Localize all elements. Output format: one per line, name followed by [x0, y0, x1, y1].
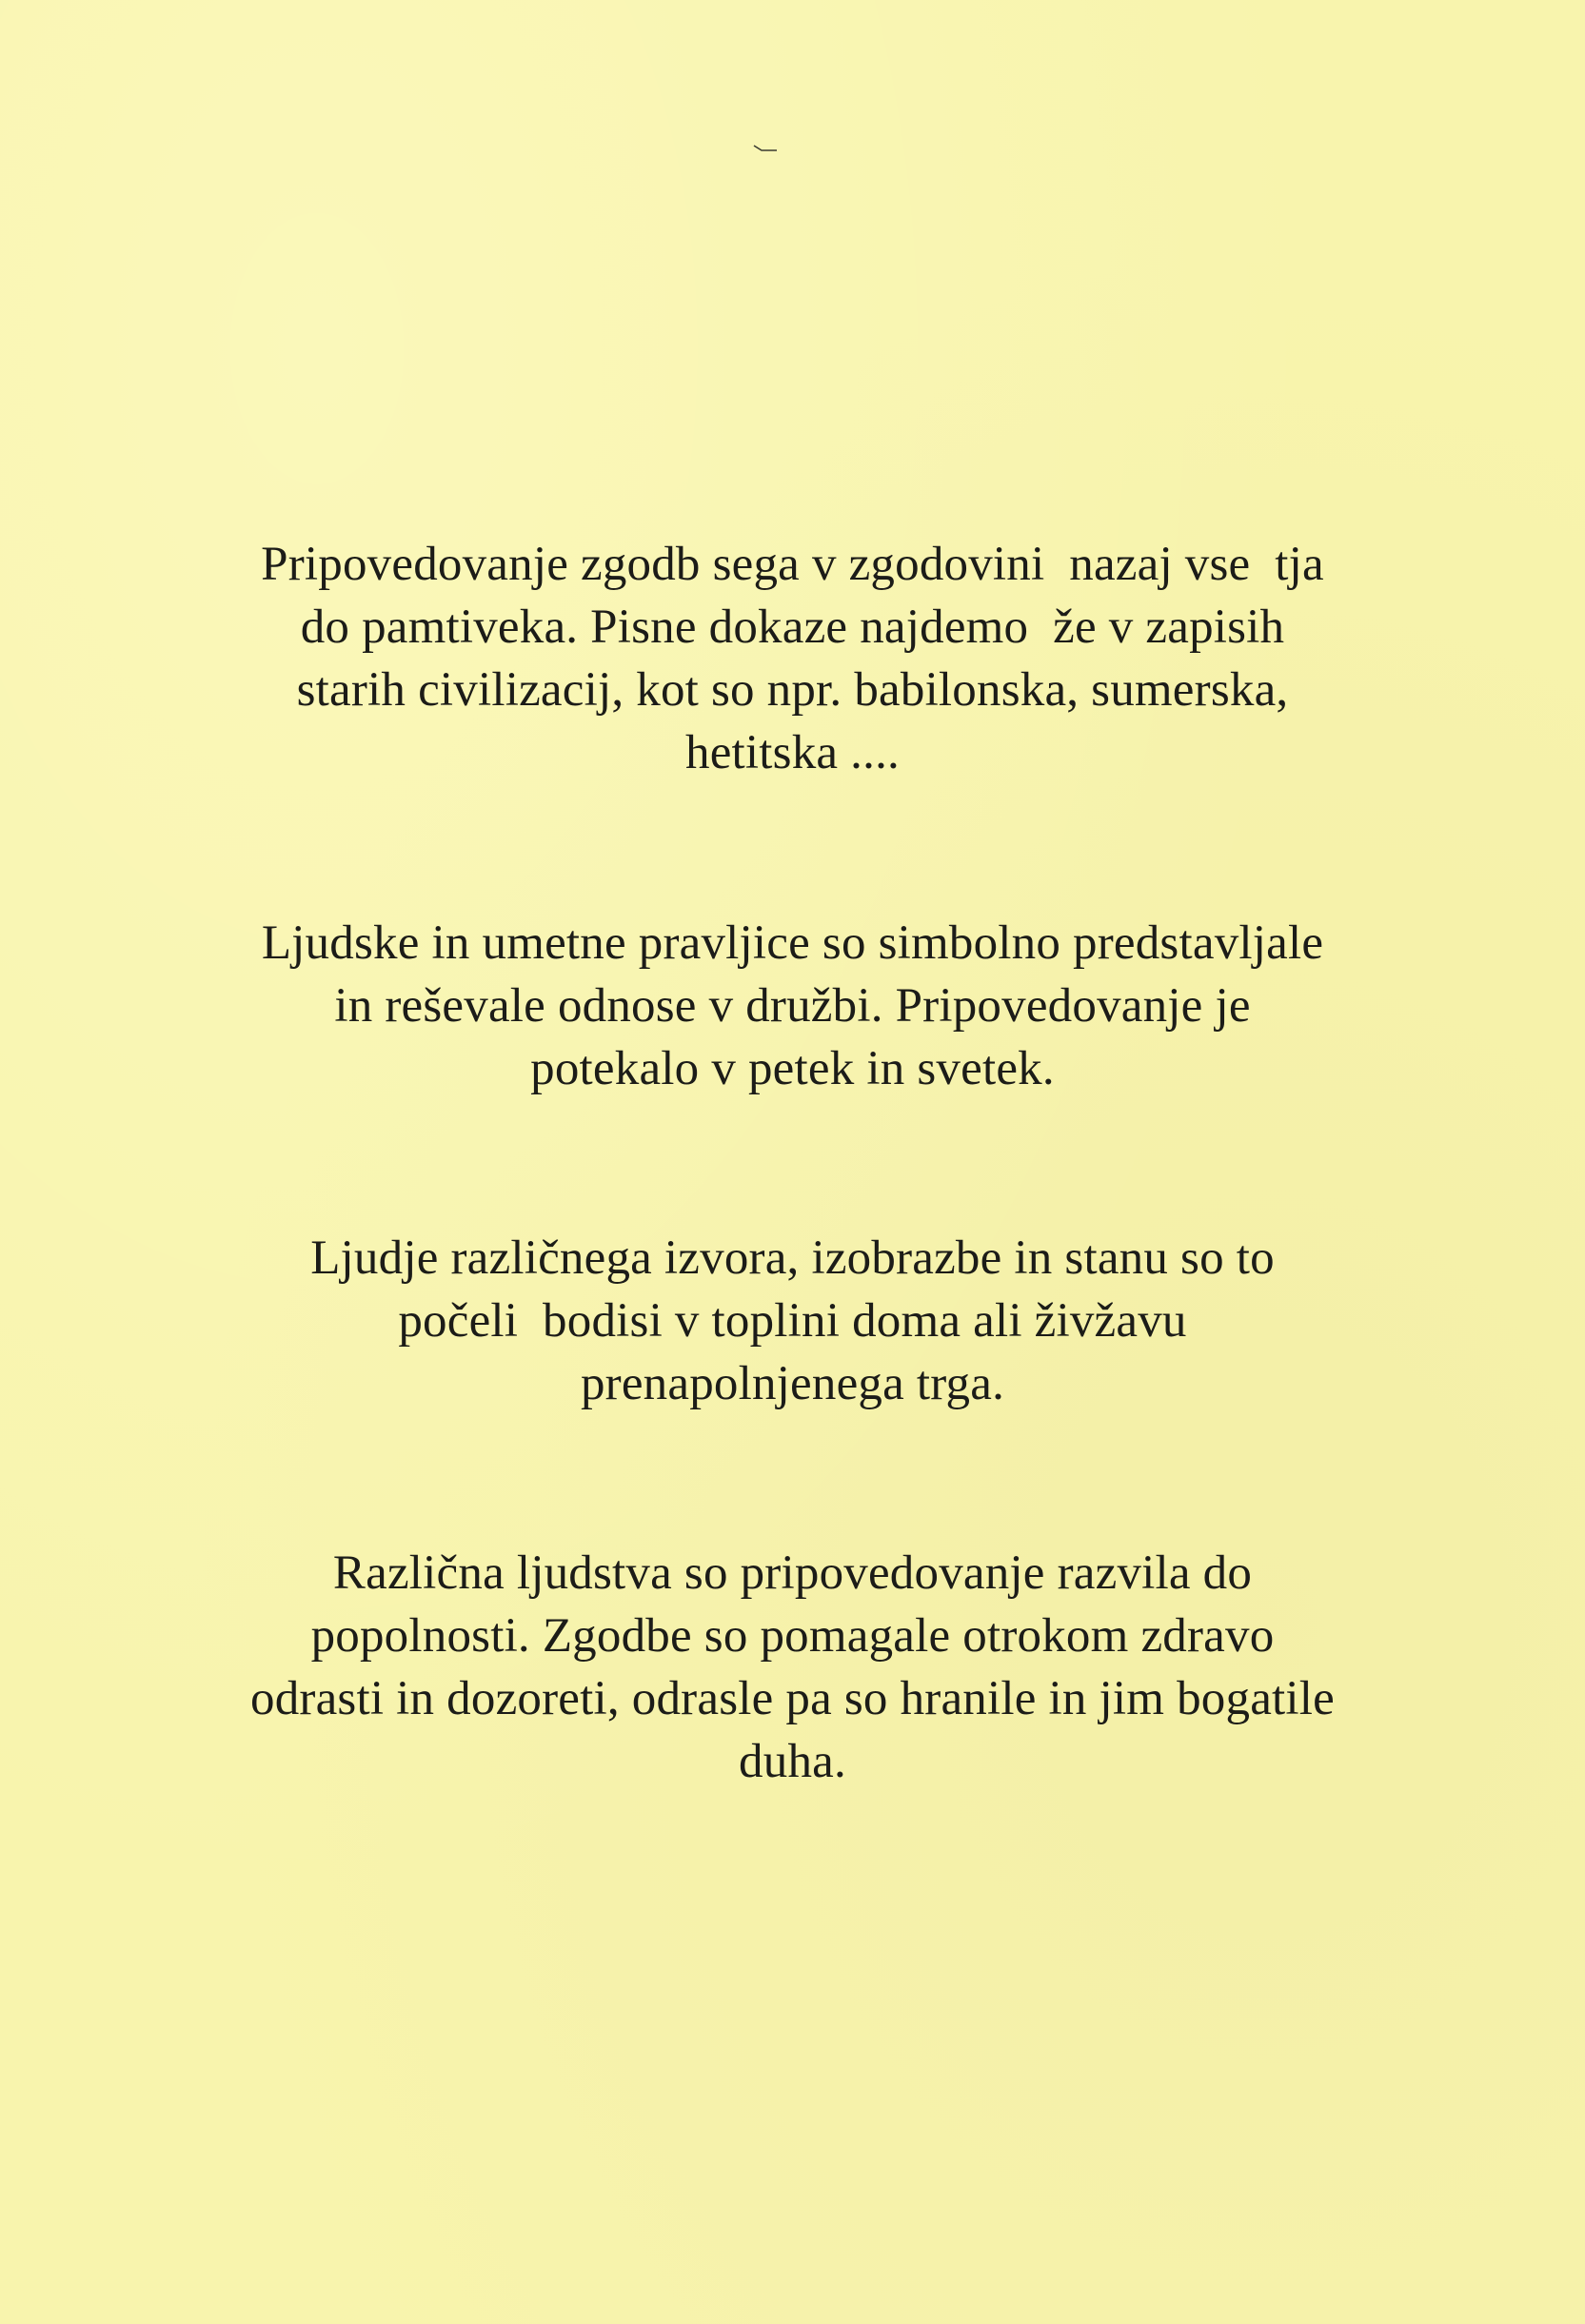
text-line: odrasti in dozoreti, odrasle pa so hranile in jim bogatile: [250, 1672, 1335, 1725]
text-line: potekalo v petek in svetek.: [530, 1042, 1055, 1095]
text-line: duha.: [739, 1735, 846, 1788]
paragraph-nations-perfection: [143, 1542, 1442, 1793]
text-line: Pripovedovanje zgodb sega v zgodovini nazaj vse tja: [261, 538, 1324, 591]
text-line: počeli bodisi v toplini doma ali živžavu: [398, 1294, 1187, 1348]
stray-ink-mark: [752, 143, 779, 154]
text-line: prenapolnjenega trga.: [580, 1357, 1005, 1410]
text-line: in reševale odnose v družbi. Pripovedovanje je: [334, 979, 1251, 1033]
text-line: starih civilizacij, kot so npr. babilonska, sumerska,: [296, 663, 1289, 717]
text-line: popolnosti. Zgodbe so pomagale otrokom zdravo: [310, 1609, 1275, 1663]
text-line: do pamtiveka. Pisne dokaze najdemo že v zapisih: [300, 601, 1285, 654]
paragraph-storytelling-history: [143, 533, 1442, 784]
text-line: Ljudske in umetne pravljice so simbolno predstavljale: [261, 916, 1324, 970]
paragraph-people-origins: [143, 1227, 1442, 1415]
paragraph-fairy-tales: [143, 912, 1442, 1100]
text-line: Ljudje različnega izvora, izobrazbe in stanu so to: [310, 1231, 1275, 1285]
text-line: hetitska ....: [685, 726, 900, 779]
text-line: Različna ljudstva so pripovedovanje razvila do: [332, 1546, 1253, 1600]
